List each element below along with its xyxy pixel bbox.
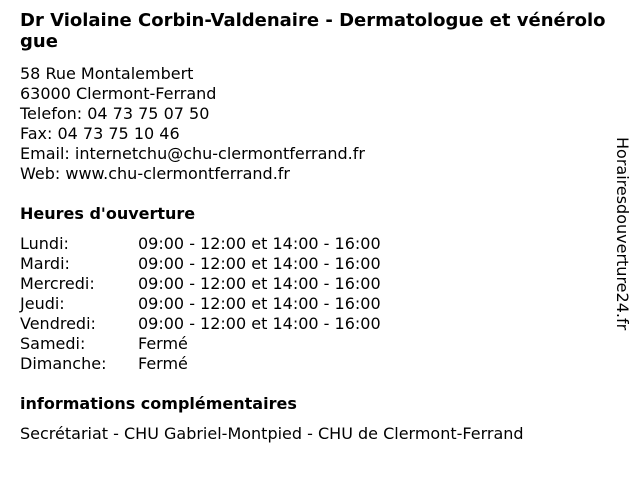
time-range: 09:00 - 12:00 et 14:00 - 16:00 <box>138 294 381 313</box>
day-label: Dimanche: <box>20 354 107 373</box>
street-address: 58 Rue Montalembert <box>20 64 194 83</box>
hours-row-thursday <box>20 294 381 314</box>
time-range: Fermé <box>138 334 188 353</box>
day-label: Mardi: <box>20 254 70 273</box>
time-range: 09:00 - 12:00 et 14:00 - 16:00 <box>138 234 381 253</box>
day-label: Mercredi: <box>20 274 95 293</box>
site-watermark: Horairesdouverture24.fr <box>613 137 632 331</box>
hours-row-sunday <box>20 354 381 374</box>
hours-row-saturday <box>20 334 381 354</box>
city-address: 63000 Clermont-Ferrand <box>20 84 217 103</box>
hours-row-wednesday <box>20 274 381 294</box>
email-address: Email: internetchu@chu-clermontferrand.fr <box>20 144 365 163</box>
phone-number: Telefon: 04 73 75 07 50 <box>20 104 210 123</box>
day-label: Vendredi: <box>20 314 96 333</box>
time-range: 09:00 - 12:00 et 14:00 - 16:00 <box>138 274 381 293</box>
additional-info-heading: informations complémentaires <box>20 394 297 413</box>
time-range: 09:00 - 12:00 et 14:00 - 16:00 <box>138 314 381 333</box>
time-range: Fermé <box>138 354 188 373</box>
hours-row-tuesday <box>20 254 381 274</box>
day-label: Samedi: <box>20 334 86 353</box>
opening-hours-heading: Heures d'ouverture <box>20 204 196 223</box>
time-range: 09:00 - 12:00 et 14:00 - 16:00 <box>138 254 381 273</box>
opening-hours-table <box>20 234 381 374</box>
day-label: Lundi: <box>20 234 69 253</box>
day-label: Jeudi: <box>20 294 65 313</box>
additional-info-text: Secrétariat - CHU Gabriel-Montpied - CHU de Clermont-Ferrand <box>20 424 524 443</box>
website-address: Web: www.chu-clermontferrand.fr <box>20 164 291 183</box>
fax-number: Fax: 04 73 75 10 46 <box>20 124 180 143</box>
contact-block <box>20 64 365 184</box>
page-title: Dr Violaine Corbin-Valdenaire - Dermatologue et vénérologue <box>20 10 606 52</box>
hours-row-friday <box>20 314 381 334</box>
hours-row-monday <box>20 234 381 254</box>
